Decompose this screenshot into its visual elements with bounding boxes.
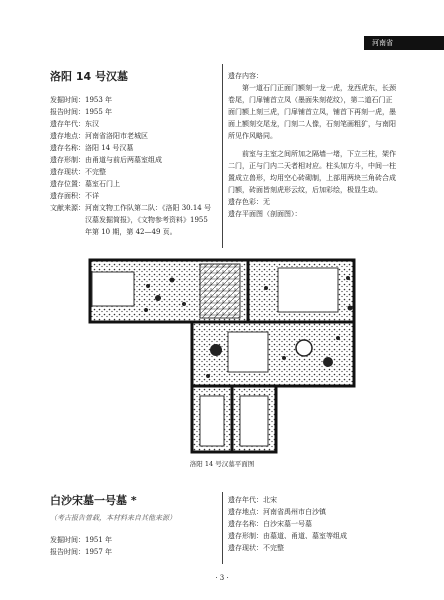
field-row [50,534,214,546]
field-row [50,546,214,558]
field-row [50,166,214,178]
field-key: 遗存形制： [50,156,85,164]
field-row [50,94,214,106]
field-key: 遗存年代： [50,120,85,128]
section1-right [228,70,396,220]
content-paragraph-2: 前室与主室之间所加之隔墙一堵，下立三柱，架作二门，正与门内二天者相对应。柱头加方斗，中间一柱置成立兽形，均用空心砖砌制，上部用两块三角砖合成门额，砖面皆刻虎形云纹，后加彩绘，极显生动。 [228,150,396,194]
field-key: 报告时间： [50,548,85,556]
field-row [50,178,214,190]
field-value: 北宋 [263,496,277,504]
field-row [50,190,214,202]
field-row [228,518,396,530]
field-key: 遗存现状： [50,168,85,176]
field-row [50,142,214,154]
field-value: 由墓道、甬道、墓室等组成 [263,532,347,540]
field-row [228,506,396,518]
field-row [50,154,214,166]
field-row [50,106,214,118]
content-paragraph-1: 第一道石门正面门额刻一龙一虎，龙西虎东，长颈卷尾，门扉铺首立凤（墨面朱刻花纹），第二道石门正面门额上刻三虎，门扉铺首立凤，铺首下再刻一虎，墨面上额刻交尾龙，门刻二人像，石刻笔画粗犷，与南阳所见作风略同。 [228,84,396,140]
field-value: 1951 年 [85,536,113,544]
field-key: 遗存名称： [50,144,85,152]
field-value: 1953 年 [85,96,113,104]
field-row [228,542,396,554]
field-value: 白沙宋墓一号墓 [263,520,312,528]
page-number: · 3 · [215,574,229,582]
province-tab: 河南省 [364,36,444,50]
section2-subtitle: （考古报告曾载，本材料来自其他来源） [50,514,176,522]
field-row [228,494,396,506]
field-key: 遗存地点： [228,508,263,516]
plan-label: 遗存平面图（剖面图）： [228,210,302,218]
field-row [228,530,396,542]
field-key: 遗存面积： [50,192,85,200]
field-value: 东汉 [85,120,99,128]
color-label: 遗存色彩： [228,198,263,206]
field-key: 报告时间： [50,108,85,116]
field-value: 由甬道与前后两墓室组成 [85,156,162,164]
color-value: 无 [263,198,270,206]
front-chamber [90,260,250,322]
field-value: 河南省禹州市白沙镇 [263,508,326,516]
section1-left [50,70,214,238]
field-value: 洛阳 14 号汉墓 [85,144,134,152]
field-value: 河南文物工作队第二队：《洛阳 30.14 号汉墓发掘简报》，《文物参考资料》1955 年第 10 期，第 42—49 页。 [85,204,211,236]
field-key: 遗存位置： [50,180,85,188]
field-value: 不完整 [263,544,284,552]
field-key: 遗存年代： [228,496,263,504]
section2-title: 白沙宋墓一号墓 * [50,494,137,507]
section2-right [228,494,396,554]
field-key: 文献来源： [50,204,85,212]
tomb-floor-plan [88,258,356,454]
section2-fields-right [228,494,396,554]
field-row [50,202,214,238]
central-chamber [192,322,354,386]
field-key: 遗存形制： [228,532,263,540]
section2-left [50,494,214,558]
field-row [50,118,214,130]
field-value: 1955 年 [85,108,113,116]
field-key: 遗存地点： [50,132,85,140]
side-chambers [192,386,276,452]
section2-fields-left [50,534,214,558]
field-value: 1957 年 [85,548,113,556]
field-key: 遗存现状： [228,544,263,552]
rear-chamber [248,260,354,322]
color-row [228,196,396,208]
figure-caption: 洛阳 14 号汉墓平面图 [189,460,255,468]
section1-title: 洛阳 14 号汉墓 [50,70,128,83]
column-divider-2 [222,492,223,564]
field-value: 墓室石门上 [85,180,120,188]
field-key: 遗存名称： [228,520,263,528]
field-value: 河南省洛阳市老城区 [85,132,148,140]
field-key: 发掘时间： [50,536,85,544]
content-label: 遗存内容： [228,72,263,80]
field-row [50,130,214,142]
section1-fields [50,94,214,238]
field-value: 不详 [85,192,99,200]
field-value: 不完整 [85,168,106,176]
column-divider [222,64,223,248]
field-key: 发掘时间： [50,96,85,104]
